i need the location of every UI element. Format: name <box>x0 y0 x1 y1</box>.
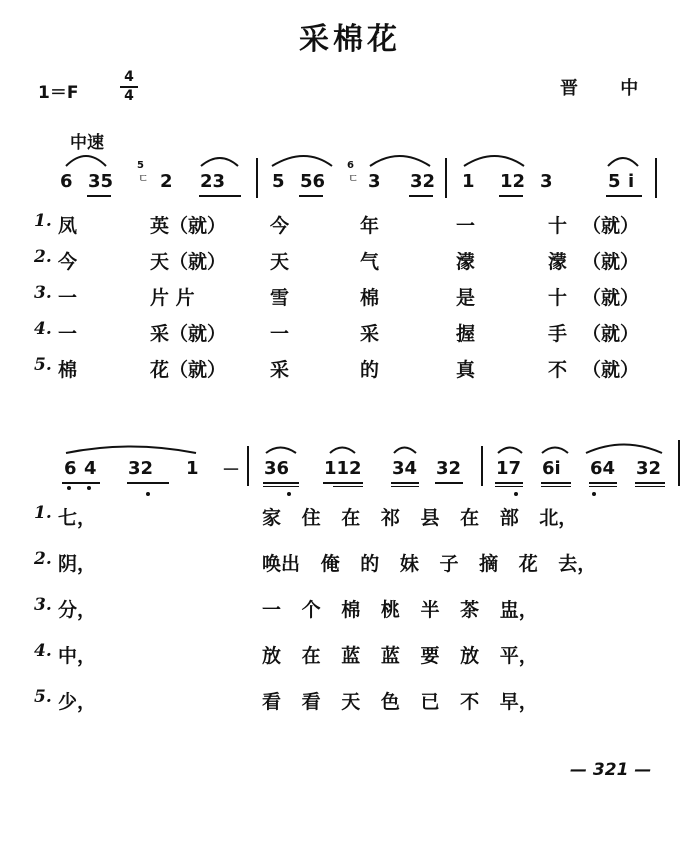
lyric-syllable: 不 <box>548 359 568 381</box>
lyric-syllable: 一 <box>58 323 78 345</box>
slur <box>201 158 238 166</box>
slur <box>498 448 522 454</box>
lyric-line: 放 在 蓝 蓝 要 放 平， <box>262 645 538 667</box>
note: 32 <box>410 171 436 192</box>
lyric-syllable: 片 片 <box>150 287 195 309</box>
grace-note: 6 <box>347 160 354 171</box>
note: 17 <box>496 458 522 479</box>
note: 112 <box>324 458 362 479</box>
lyric-syllable: 年 <box>360 215 380 237</box>
note: 3 <box>368 171 381 192</box>
meter-bottom: 4 <box>124 88 134 104</box>
low-octave-dot <box>592 492 596 496</box>
underline <box>499 195 523 197</box>
slur <box>266 448 296 454</box>
note: 1 <box>186 458 199 479</box>
song-origin: 晋 中 <box>560 78 657 99</box>
underline <box>409 195 433 197</box>
lyric-syllable: 阴， <box>58 553 97 575</box>
underline <box>323 482 363 484</box>
underline <box>635 486 665 487</box>
lyric-syllable: 天 <box>270 251 290 273</box>
lyric-syllable: 手 <box>548 323 568 345</box>
note: 2 <box>160 171 173 192</box>
barline <box>247 446 249 486</box>
lyric-syllable: 棉 <box>58 359 78 381</box>
note: 1 <box>462 171 475 192</box>
verse-number: 5. <box>34 687 52 707</box>
lyric-syllable: 分， <box>58 599 97 621</box>
underline <box>435 482 463 484</box>
note: 56 <box>300 171 326 192</box>
meter-top: 4 <box>124 69 134 85</box>
barline <box>655 158 657 198</box>
verse-number: 4. <box>34 641 52 661</box>
song-title: 采棉花 <box>299 22 401 57</box>
lyric-syllable: 采 <box>360 323 380 345</box>
note: 12 <box>500 171 526 192</box>
verse-number: 1. <box>34 211 52 231</box>
grace-mark: ㄷ <box>138 172 149 185</box>
underline <box>391 486 419 487</box>
lyric-syllable: 真 <box>456 359 476 381</box>
key-signature: 1＝F <box>38 83 79 103</box>
note: 32 <box>128 458 154 479</box>
note: 5 <box>608 171 621 192</box>
barline <box>481 446 483 486</box>
note: 32 <box>436 458 462 479</box>
low-octave-dot <box>514 492 518 496</box>
dash: － <box>222 460 240 481</box>
slur <box>272 156 332 166</box>
underline <box>541 482 571 484</box>
low-octave-dot <box>87 486 91 490</box>
underline <box>606 195 642 197</box>
verse-number: 2. <box>34 549 52 569</box>
lyric-syllable: 采 <box>270 359 290 381</box>
lyric-line: 唤出 俺 的 妹 子 摘 花 去， <box>262 553 597 575</box>
slur <box>464 156 524 166</box>
slur <box>394 448 416 454</box>
underline <box>263 482 299 484</box>
underline <box>391 482 419 484</box>
barline <box>445 158 447 198</box>
note: 6 <box>64 458 77 479</box>
underline <box>263 486 299 487</box>
lyric-syllable: 花（就） <box>150 359 227 381</box>
underline <box>87 195 111 197</box>
underline <box>127 482 169 484</box>
underline <box>589 482 617 484</box>
barline <box>678 440 680 486</box>
lyric-syllable: 十 <box>548 287 568 309</box>
note: 6i <box>542 458 561 479</box>
verse-number: 2. <box>34 247 52 267</box>
verse-number: 4. <box>34 319 52 339</box>
note: 34 <box>392 458 418 479</box>
lyric-syllable: 气 <box>360 251 380 273</box>
note: 32 <box>636 458 662 479</box>
note: 4 <box>84 458 97 479</box>
verse-number: 3. <box>34 283 52 303</box>
lyric-line: 一 个 棉 桃 半 茶 盅， <box>262 599 538 621</box>
slur <box>608 158 638 166</box>
lyric-syllable: 一 <box>456 215 476 237</box>
underline <box>635 482 665 484</box>
note: 23 <box>200 171 226 192</box>
slur <box>330 448 355 454</box>
lyric-syllable: 濛 <box>548 251 568 273</box>
slur <box>370 156 430 166</box>
page-number: — 321 — <box>570 760 652 780</box>
lyric-syllable: （就） <box>582 323 640 345</box>
low-octave-dot <box>287 492 291 496</box>
underline <box>299 195 323 197</box>
lyric-syllable: （就） <box>582 215 640 237</box>
grace-note: 5 <box>137 160 144 171</box>
lyric-line: 看 看 天 色 已 不 早， <box>262 691 538 713</box>
lyric-syllable: 一 <box>270 323 290 345</box>
low-octave-dot <box>67 486 71 490</box>
lyric-syllable: 十 <box>548 215 568 237</box>
verse-number: 3. <box>34 595 52 615</box>
underline <box>333 486 363 487</box>
note: 64 <box>590 458 616 479</box>
lyric-syllable: 天（就） <box>150 251 227 273</box>
lyric-line: 家 住 在 祁 县 在 部 北， <box>262 507 578 529</box>
lyric-syllable: 少， <box>58 691 97 713</box>
note: 35 <box>88 171 114 192</box>
underline <box>589 486 617 487</box>
lyric-syllable: （就） <box>582 251 640 273</box>
lyric-syllable: 濛 <box>456 251 476 273</box>
note: 5 <box>272 171 285 192</box>
tempo-marking: 中速 <box>70 133 104 153</box>
note: 3 <box>540 171 553 192</box>
underline <box>495 486 523 487</box>
barline <box>256 158 258 198</box>
note: 6 <box>60 171 73 192</box>
lyric-syllable: 是 <box>456 287 476 309</box>
slur <box>66 156 106 166</box>
underline <box>199 195 241 197</box>
underline <box>62 482 100 484</box>
lyric-syllable: 凤 <box>58 215 78 237</box>
verse-number: 5. <box>34 355 52 375</box>
underline <box>495 482 523 484</box>
slur <box>586 445 662 454</box>
grace-mark: ㄷ <box>348 172 359 185</box>
note: i <box>628 171 635 192</box>
lyric-syllable: 一 <box>58 287 78 309</box>
lyric-syllable: （就） <box>582 287 640 309</box>
lyric-syllable: 采（就） <box>150 323 227 345</box>
lyric-syllable: 英（就） <box>150 215 227 237</box>
slur <box>542 448 568 454</box>
note: 36 <box>264 458 290 479</box>
lyric-syllable: （就） <box>582 359 640 381</box>
lyric-syllable: 今 <box>270 215 290 237</box>
lyric-syllable: 今 <box>58 251 78 273</box>
lyric-syllable: 七， <box>58 507 97 529</box>
lyric-syllable: 雪 <box>270 287 290 309</box>
underline <box>541 486 571 487</box>
low-octave-dot <box>146 492 150 496</box>
verse-number: 1. <box>34 503 52 523</box>
lyric-syllable: 握 <box>456 323 476 345</box>
lyric-syllable: 的 <box>360 359 380 381</box>
lyric-syllable: 中， <box>58 645 97 667</box>
lyric-syllable: 棉 <box>360 287 380 309</box>
slur <box>66 447 196 454</box>
